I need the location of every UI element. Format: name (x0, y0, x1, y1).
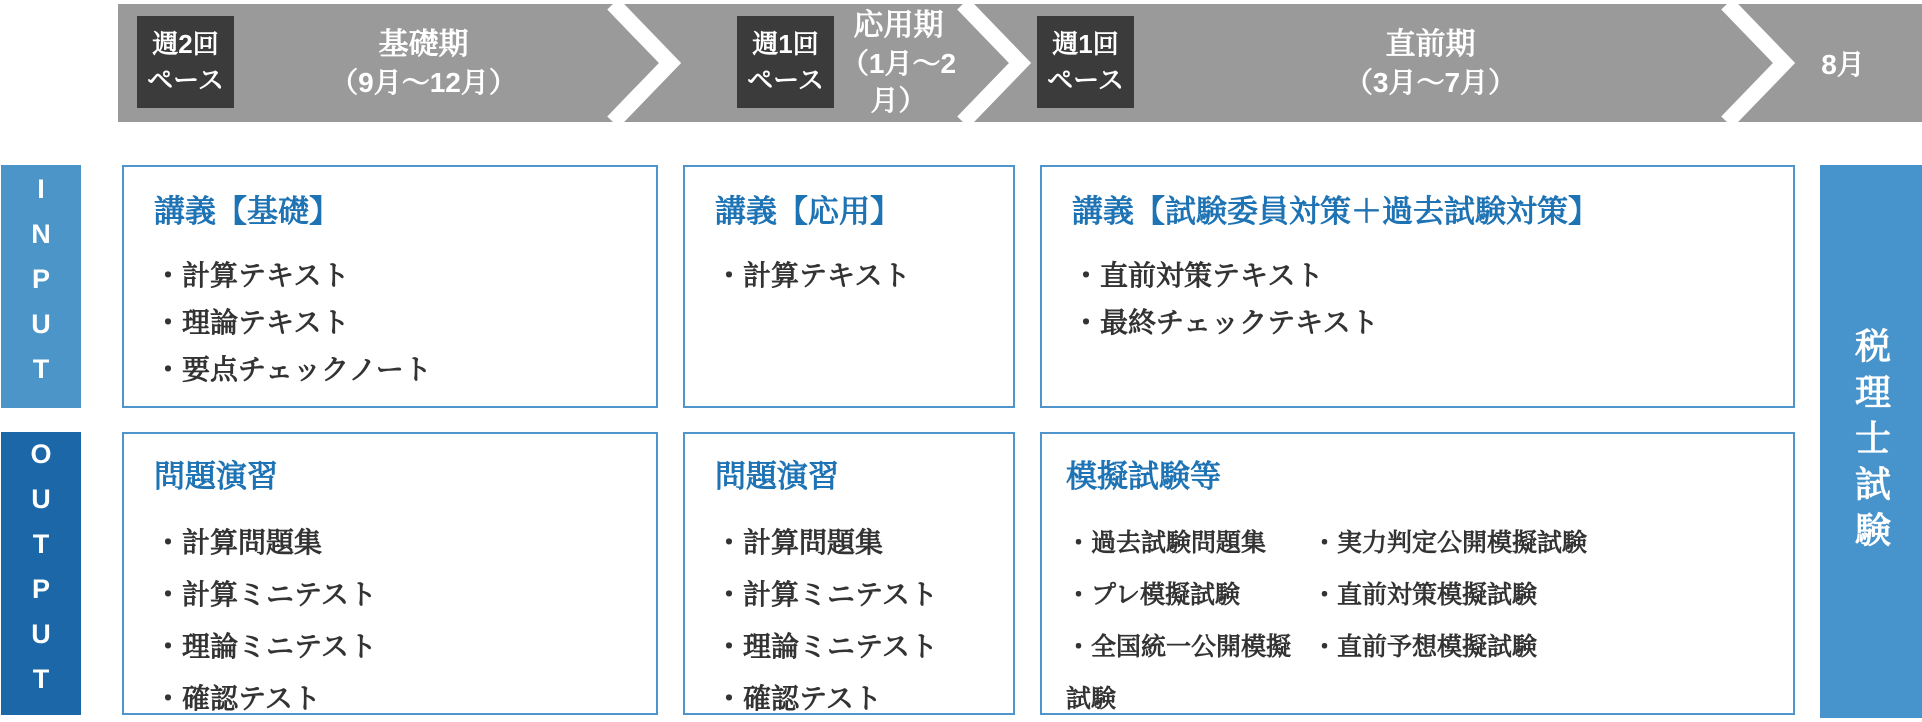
input-label: INPUT (26, 174, 56, 399)
pace-box-final (1037, 16, 1134, 108)
segment-period: （1月〜2月） (840, 48, 957, 116)
exam-label: 税理士試験 (1850, 326, 1892, 557)
input-box-applied-lecture (683, 165, 1015, 408)
segment-title: 直前期 (1385, 27, 1476, 61)
pace-line: 週1回 (1052, 29, 1119, 59)
box-title: 問題演習 (715, 459, 839, 494)
mock-exam-column-right (1312, 517, 1779, 722)
chevron-separator-icon (613, 4, 693, 122)
pace-line: 週2回 (152, 29, 219, 59)
timeline-segment-final (1134, 4, 1727, 122)
box-title: 問題演習 (154, 459, 278, 494)
box-title: 講義【応用】 (715, 194, 901, 229)
output-box-mock-exams (1040, 432, 1795, 715)
output-label: OUTPUT (26, 438, 56, 709)
timeline-segment-basic (234, 4, 613, 122)
box-title: 講義【試験委員対策＋過去試験対策】 (1072, 194, 1599, 229)
chevron-separator-icon (963, 4, 1043, 122)
timeline-segment-august (1764, 4, 1922, 122)
box-item: ・実力判定公開模擬試験 (1312, 529, 1588, 557)
box-title: 模擬試験等 (1066, 459, 1221, 494)
box-item: ・確認テスト (154, 683, 321, 714)
box-item: ・過去試験問題集 (1066, 529, 1267, 557)
pace-line: 週1回 (752, 29, 819, 59)
timeline-segment-applied (834, 4, 963, 122)
box-item: ・直前対策模擬試験 (1312, 581, 1538, 609)
output-row-label-bar (1, 432, 81, 715)
segment-period: （9月〜12月） (330, 66, 517, 98)
box-item: ・全国統一公開模擬試験 (1066, 633, 1292, 713)
box-item: ・計算問題集 (715, 527, 884, 558)
mock-exam-columns (1066, 517, 1779, 722)
input-row-label-bar (1, 165, 81, 408)
pace-line: ペース (1047, 65, 1124, 95)
pace-line: ペース (147, 65, 224, 95)
segment-title: 8月 (1821, 49, 1865, 80)
output-box-exercises-basic (122, 432, 658, 715)
output-box-exercises-applied (683, 432, 1015, 715)
box-item: ・最終チェックテキスト (1072, 307, 1379, 338)
mock-exam-column-left (1066, 517, 1312, 722)
box-item: ・理論ミニテスト (715, 631, 938, 662)
segment-title: 応用期 (853, 9, 944, 42)
box-item: ・要点チェックノート (154, 354, 432, 385)
box-item: ・直前予想模擬試験 (1312, 633, 1538, 661)
segment-title: 基礎期 (378, 27, 469, 61)
pace-box-basic (137, 16, 234, 108)
box-item: ・計算ミニテスト (715, 579, 938, 610)
box-item: ・計算ミニテスト (154, 579, 377, 610)
box-item: ・プレ模擬試験 (1066, 581, 1241, 609)
input-box-final-lecture (1040, 165, 1795, 408)
box-item: ・計算テキスト (715, 260, 911, 291)
box-item: ・理論ミニテスト (154, 631, 377, 662)
box-item: ・計算問題集 (154, 527, 323, 558)
box-item: ・理論テキスト (154, 307, 350, 338)
segment-period: （3月〜7月） (1344, 66, 1517, 98)
input-box-basic-lecture (122, 165, 658, 408)
exam-goal-bar (1820, 165, 1922, 718)
box-title: 講義【基礎】 (154, 194, 340, 229)
pace-box-applied (737, 16, 834, 108)
pace-line: ペース (747, 65, 824, 95)
box-item: ・直前対策テキスト (1072, 260, 1324, 291)
box-item: ・確認テスト (715, 683, 882, 714)
box-item: ・計算テキスト (154, 260, 350, 291)
